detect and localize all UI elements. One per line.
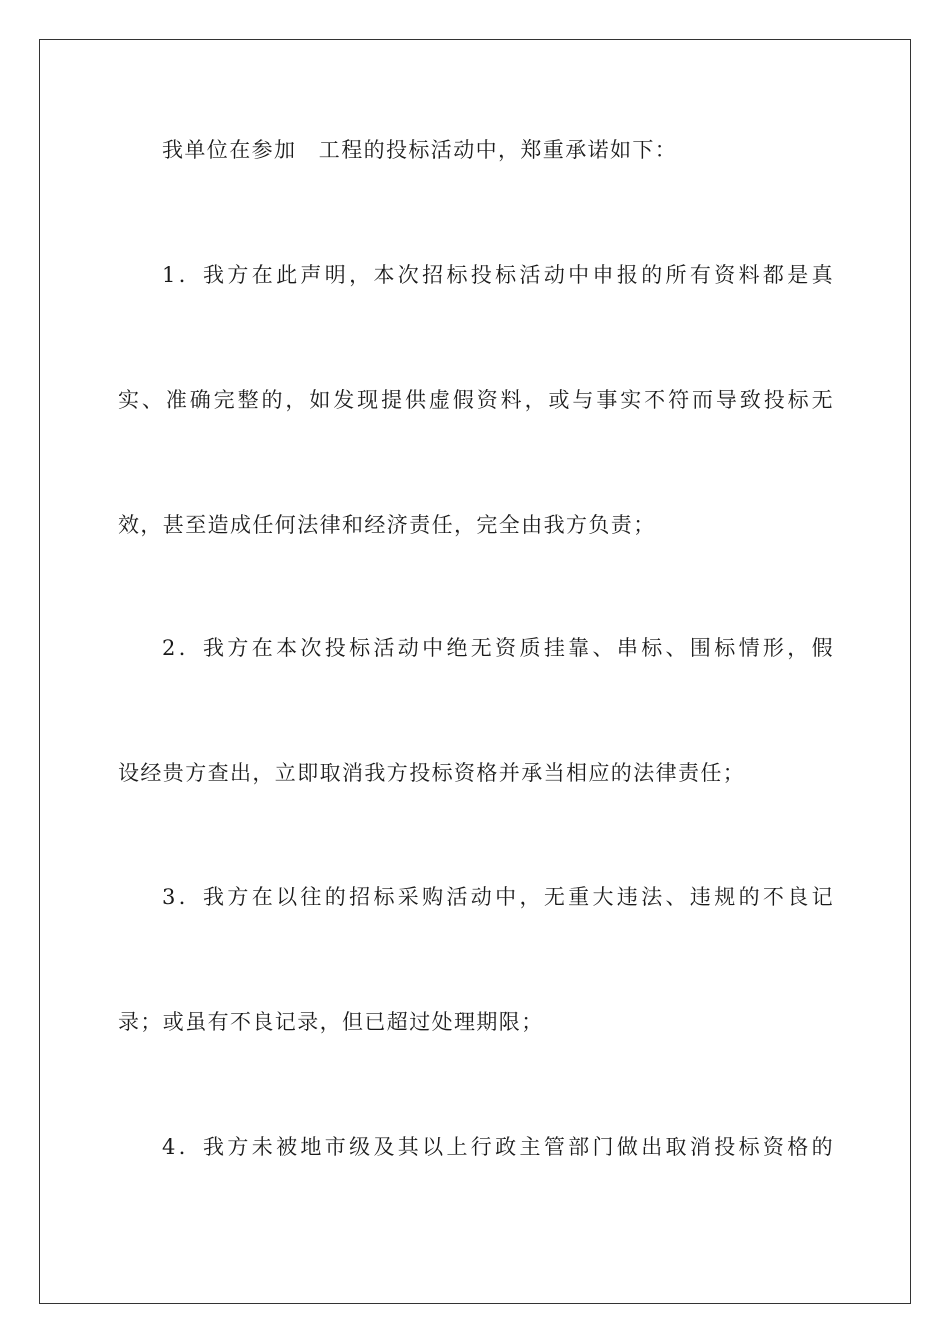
clause-1-line-1: 1．我方在此声明，本次招标投标活动中申报的所有资料都是真 — [162, 263, 834, 287]
clause-4-line-1: 4．我方未被地市级及其以上行政主管部门做出取消投标资格的 — [162, 1135, 834, 1159]
clause-1-line-3: 效，甚至造成任何法律和经济责任，完全由我方负责； — [118, 513, 656, 537]
page-frame — [39, 39, 911, 1304]
clause-2-line-1: 2．我方在本次投标活动中绝无资质挂靠、串标、围标情形，假 — [162, 636, 834, 660]
clause-3-line-2: 录；或虽有不良记录，但已超过处理期限； — [118, 1010, 544, 1034]
intro-paragraph-line: 我单位在参加 工程的投标活动中，郑重承诺如下： — [162, 138, 678, 162]
clause-2-line-2: 设经贵方查出，立即取消我方投标资格并承当相应的法律责任； — [118, 761, 746, 785]
clause-3-line-1: 3．我方在以往的招标采购活动中，无重大违法、违规的不良记 — [162, 885, 834, 909]
clause-1-line-2: 实、准确完整的，如发现提供虚假资料，或与事实不符而导致投标无 — [118, 388, 834, 412]
